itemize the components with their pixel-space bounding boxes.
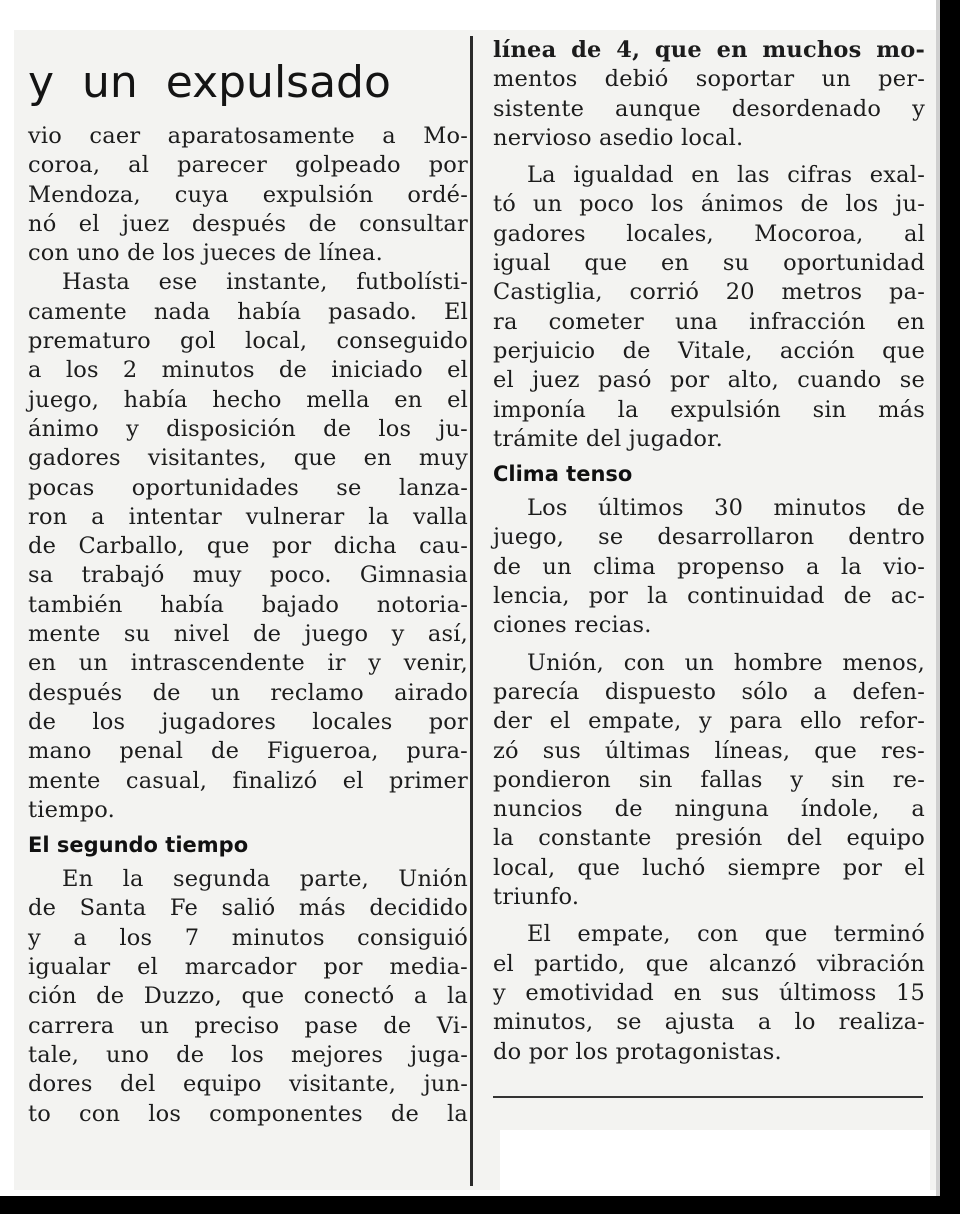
text-line: minutos, se ajusta a lo realiza- <box>493 1009 925 1036</box>
text-line: ron a intentar vulnerar la valla <box>28 503 468 530</box>
text-line: trámite del jugador. <box>493 425 723 452</box>
text-line: sa trabajó muy poco. Gimnasia <box>28 562 468 589</box>
text-line: mente casual, finalizó el primer <box>28 767 468 794</box>
paragraph-gap <box>493 641 925 649</box>
text-line: parecía dispuesto sólo a defen- <box>493 678 925 705</box>
paragraph <box>493 36 925 153</box>
paragraph <box>28 865 468 1129</box>
text-line: zó sus últimas líneas, que res- <box>493 737 925 764</box>
text-line: en un intrascendente ir y venir, <box>28 650 468 677</box>
paragraph-gap <box>493 912 925 920</box>
text-line: línea de 4, que en muchos mo- <box>493 37 925 63</box>
text-line: sistente aunque desordenado y <box>493 95 925 122</box>
text-line: lencia, por la continuidad de ac- <box>493 583 925 610</box>
right-column <box>493 36 925 1067</box>
text-line: imponía la expulsión sin más <box>493 396 925 423</box>
text-line: do por los protagonistas. <box>493 1038 782 1065</box>
text-line: camente nada había pasado. El <box>28 298 468 325</box>
frame-border-right <box>940 0 960 1214</box>
text-line: la constante presión del equipo <box>493 825 925 852</box>
torn-corner <box>500 1130 930 1190</box>
text-line: mano penal de Figueroa, pura- <box>28 738 468 765</box>
text-line: tiempo. <box>28 796 115 823</box>
paragraph <box>28 122 468 268</box>
text-line: nervioso asedio local. <box>493 124 744 151</box>
text-line: nó el juez después de consultar <box>28 210 468 237</box>
text-line: der el empate, y para ello refor- <box>493 708 925 735</box>
paragraph <box>28 268 468 825</box>
text-line: carrera un preciso pase de Vi- <box>28 1012 468 1039</box>
text-line: ciones recias. <box>493 612 652 639</box>
text-line: también había bajado notoria- <box>28 591 468 618</box>
text-line: de Carballo, que por dicha cau- <box>28 533 468 560</box>
text-line: vio caer aparatosamente a Mo- <box>28 123 468 149</box>
text-line: tó un poco los ánimos de los ju- <box>493 191 925 218</box>
text-line: mente su nivel de juego y así, <box>28 621 468 648</box>
text-line: gadores locales, Mocoroa, al <box>493 220 925 247</box>
text-line: La igualdad en las cifras exal- <box>527 162 925 189</box>
text-line: Los últimos 30 minutos de <box>527 495 925 522</box>
text-line: to con los componentes de la <box>28 1100 468 1127</box>
text-line: ra cometer una infracción en <box>493 308 925 335</box>
text-line: el partido, que alcanzó vibración <box>493 950 925 977</box>
text-line: con uno de los jueces de línea. <box>28 240 384 267</box>
paragraph <box>493 920 925 1066</box>
text-line: ánimo y disposición de los ju- <box>28 415 468 442</box>
text-line: gadores visitantes, que en muy <box>28 445 468 472</box>
column-divider <box>470 36 473 1186</box>
text-line: de un clima propenso a la vio- <box>493 553 925 580</box>
text-line: ción de Duzzo, que conectó a la <box>28 983 468 1010</box>
text-line: después de un reclamo airado <box>28 679 468 706</box>
text-line: dores del equipo visitante, jun- <box>28 1071 468 1098</box>
left-column <box>28 50 468 1129</box>
paragraph <box>493 161 925 454</box>
text-line: triunfo. <box>493 884 580 911</box>
text-line: igualar el marcador por media- <box>28 954 468 981</box>
text-line: Unión, con un hombre menos, <box>527 649 925 676</box>
text-line: y a los 7 minutos consiguió <box>28 924 468 951</box>
text-line: Mendoza, cuya expulsión ordé- <box>28 181 468 208</box>
text-line: y emotividad en sus últimoss 15 <box>493 979 925 1006</box>
text-line: juego, había hecho mella en el <box>28 386 468 413</box>
section-heading: Clima tenso <box>493 462 633 487</box>
end-rule <box>493 1096 923 1098</box>
text-line: el juez pasó por alto, cuando se <box>493 367 925 394</box>
text-line: Hasta ese instante, futbolísti- <box>62 269 468 296</box>
section-heading: El segundo tiempo <box>28 833 249 858</box>
text-line: juego, se desarrollaron dentro <box>493 524 925 551</box>
headline: y un expulsado <box>28 57 391 108</box>
text-line: de los jugadores locales por <box>28 708 468 735</box>
text-line: de Santa Fe salió más decidido <box>28 895 468 922</box>
text-line: El empate, con que terminó <box>527 921 925 948</box>
text-line: igual que en su oportunidad <box>493 250 925 277</box>
paragraph-gap <box>493 153 925 161</box>
text-line: prematuro gol local, conseguido <box>28 328 468 355</box>
text-line: tale, uno de los mejores juga- <box>28 1041 468 1068</box>
text-line: Castiglia, corrió 20 metros pa- <box>493 279 925 306</box>
frame-border-bottom <box>0 1196 960 1214</box>
text-line: a los 2 minutos de iniciado el <box>28 357 468 384</box>
text-line: mentos debió soportar un per- <box>493 66 925 93</box>
text-line: pocas oportunidades se lanza- <box>28 474 468 501</box>
text-line: pondieron sin fallas y sin re- <box>493 766 925 793</box>
text-line: local, que luchó siempre por el <box>493 854 925 881</box>
paragraph <box>493 649 925 913</box>
text-line: coroa, al parecer golpeado por <box>28 152 468 179</box>
paragraph <box>493 494 925 640</box>
text-line: En la segunda parte, Unión <box>62 866 468 893</box>
text-line: nuncios de ninguna índole, a <box>493 796 925 823</box>
text-line: perjuicio de Vitale, acción que <box>493 337 925 364</box>
